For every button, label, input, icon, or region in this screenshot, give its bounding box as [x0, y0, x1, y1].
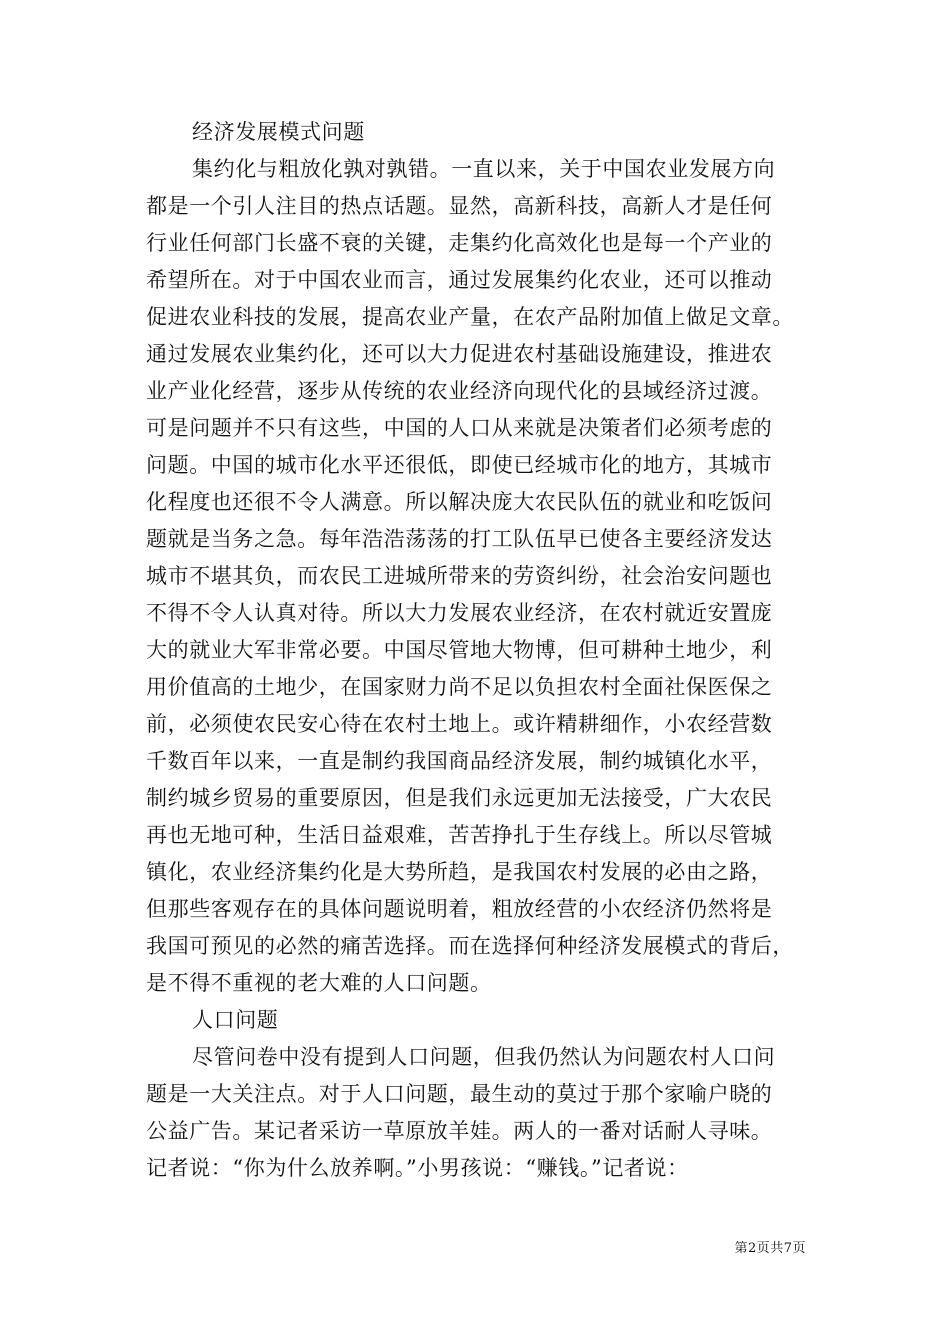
paragraph-line: 尽管问卷中没有提到人口问题，但我仍然认为问题农村人口问 [192, 1045, 776, 1069]
paragraph-line: 化程度也还很不令人满意。所以解决庞大农民队伍的就业和吃饭问 [146, 490, 773, 514]
paragraph-line: 促进农业科技的发展，提高农业产量，在农产品附加值上做足文章。 [146, 305, 794, 329]
paragraph-line: 希望所在。对于中国农业而言，通过发展集约化农业，还可以推动 [146, 268, 773, 292]
paragraph-line: 前，必须使农民安心待在农村土地上。或许精耕细作，小农经营数 [146, 712, 773, 736]
paragraph-line: 可是问题并不只有这些，中国的人口从来就是决策者们必须考虑的 [146, 416, 773, 440]
paragraph-line: 用价值高的土地少，在国家财力尚不足以负担农村全面社保医保之 [146, 675, 773, 699]
paragraph-line: 千数百年以来，一直是制约我国商品经济发展，制约城镇化水平， [146, 749, 773, 773]
paragraph-line: 大的就业大军非常必要。中国尽管地大物博，但可耕种土地少，利 [146, 638, 773, 662]
paragraph-line: 是不得不重视的老大难的人口问题。 [146, 971, 492, 995]
paragraph-line: 集约化与粗放化孰对孰错。一直以来，关于中国农业发展方向 [192, 157, 776, 181]
paragraph-line: 再也无地可种，生活日益艰难，苦苦挣扎于生存线上。所以尽管城 [146, 823, 773, 847]
document-body [146, 114, 826, 1187]
paragraph-line: 公益广告。某记者采访一草原放羊娃。两人的一番对话耐人寻味。 [146, 1119, 773, 1143]
paragraph-line: 制约城乡贸易的重要原因，但是我们永远更加无法接受，广大农民 [146, 786, 773, 810]
paragraph-line: 但那些客观存在的具体问题说明着，粗放经营的小农经济仍然将是 [146, 897, 773, 921]
paragraph-line: 题就是当务之急。每年浩浩荡荡的打工队伍早已使各主要经济发达 [146, 527, 773, 551]
paragraph-line: 都是一个引人注目的热点话题。显然，高新科技，高新人才是任何 [146, 194, 773, 218]
paragraph-line: 业产业化经营，逐步从传统的农业经济向现代化的县域经济过渡。 [146, 379, 773, 403]
paragraph-line: 我国可预见的必然的痛苦选择。而在选择何种经济发展模式的背后， [146, 934, 794, 958]
paragraph-line: 行业任何部门长盛不衰的关键，走集约化高效化也是每一个产业的 [146, 231, 773, 255]
paragraph-line: 通过发展农业集约化，还可以大力促进农村基础设施建设，推进农 [146, 342, 773, 366]
paragraph-line: 城市不堪其负，而农民工进城所带来的劳资纠纷，社会治安问题也 [146, 564, 773, 588]
paragraph-line: 不得不令人认真对待。所以大力发展农业经济，在农村就近安置庞 [146, 601, 773, 625]
paragraph-line: 记者说：“你为什么放养啊。”小男孩说：“赚钱。”记者说： [146, 1156, 689, 1180]
paragraph-line: 问题。中国的城市化水平还很低，即使已经城市化的地方，其城市 [146, 453, 773, 477]
paragraph-line: 镇化，农业经济集约化是大势所趋，是我国农村发展的必由之路， [146, 860, 773, 884]
section-heading-economic-model: 经济发展模式问题 [192, 120, 365, 144]
section-heading-population: 人口问题 [192, 1008, 279, 1032]
page-number: 第2页共7页 [734, 1241, 806, 1256]
paragraph-line: 题是一大关注点。对于人口问题，最生动的莫过于那个家喻户晓的 [146, 1082, 773, 1106]
